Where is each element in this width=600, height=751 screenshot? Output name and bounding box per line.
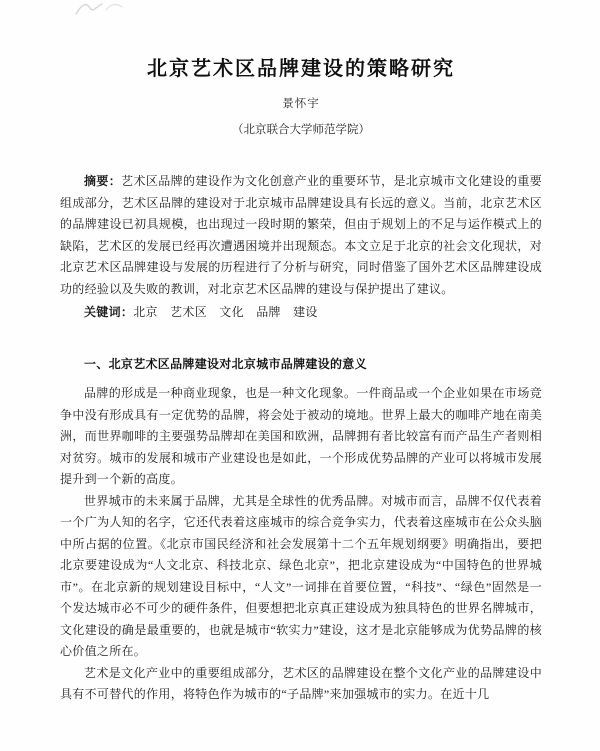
author-affiliation: （北京联合大学师范学院） — [232, 124, 370, 136]
pencil-scribble-icon — [72, 0, 132, 22]
abstract-text: 艺术区品牌的建设作为文化创意产业的重要环节，是北京城市文化建设的重要组成部分，艺术区品牌的建设对于北京城市品牌建设具有长远的意义。当前，北京艺术区的品牌建设已初具规模，也出现过一段时期的繁荣，但由于规划上的不足与运作模式上的缺陷，艺术区的发展已经再次遭遇困境并出现颓态。本文立足于北京的社会文化现状，对北京艺术区品牌建设与发展的历程进行了分析与研究，同时借鉴了国外艺术区品牌建设成功的经验以及失败的教训，对北京艺术区品牌的建设与保护提出了建议。 — [60, 174, 543, 296]
keywords-line — [60, 302, 542, 324]
body-paragraph: 品牌的形成是一种商业现象，也是一种文化现象。一件商品或一个企业如果在市场竞争中没有形成具有一定优势的品牌，将会处于被动的境地。世界上最大的咖啡产地在南美洲，而世界咖啡的主要强势品牌却在美国和欧洲，品牌拥有者比较富有而产品生产者则相对贫穷。城市的发展和城市产业建设也是如此，一个形成优势品牌的产业可以将城市发展提升到一个新的高度。 — [60, 386, 542, 486]
abstract-paragraph — [60, 171, 542, 300]
page-title: 北京艺术区品牌建设的策略研究 — [147, 58, 455, 80]
body-paragraph: 世界城市的未来属于品牌，尤其是全球性的优秀品牌。对城市而言，品牌不仅代表着一个广为人知的名字，它还代表着这座城市的综合竞争实力，代表着这座城市在公众头脑中所占据的位置。《北京市国民经济和社会发展第十二个五年规划纲要》明确指出，要把北京要建设成为“人文北京、科技北京、绿色北京”，把北京建设成为“中国特色的世界城市”。在北京新的规划建设目标中，“人文”一词排在首要位置，“科技”、“绿色”固然是一个发达城市必不可少的硬件条件，但要想把北京真正建设成为独具特色的世界名牌城市，文化建设的确是最重要的，也就是城市“软实力”建设，这才是北京能够成为优势品牌的核心价值之所在。 — [60, 493, 542, 658]
abstract-label: 摘要： — [84, 174, 122, 188]
keywords-label: 关键词： — [84, 305, 134, 319]
body-paragraph: 艺术是文化产业中的重要组成部分，艺术区的品牌建设在整个文化产业的品牌建设中具有不可替代的作用，将特色作为城市的“子品牌”来加强城市的实力。在近十几 — [60, 665, 542, 701]
author-name: 景怀宇 — [282, 98, 320, 110]
section-heading: 一、北京艺术区品牌建设对北京城市品牌建设的意义 — [84, 356, 367, 371]
keywords-text: 北京 艺术区 文化 品牌 建设 — [133, 305, 318, 319]
